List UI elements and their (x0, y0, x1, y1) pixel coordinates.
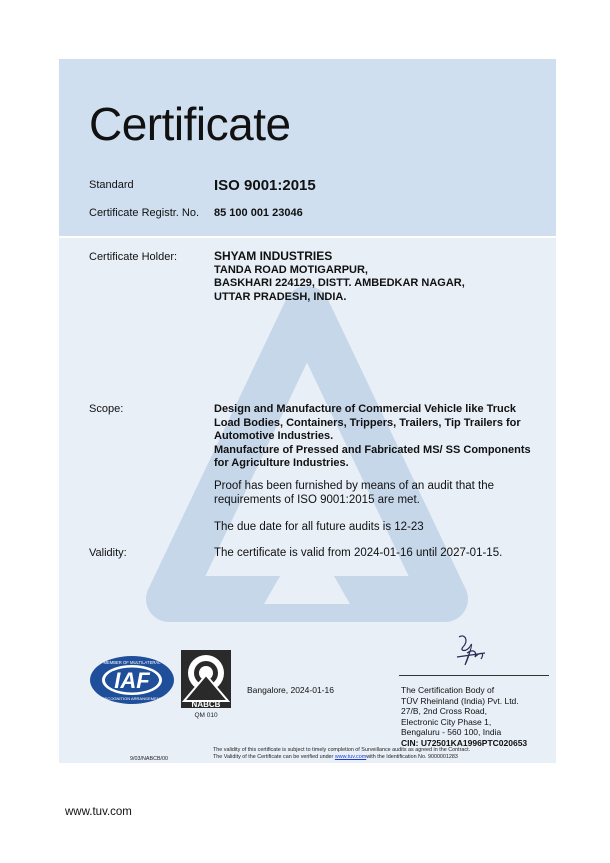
scope-line: Manufacture of Pressed and Fabricated MS/ SS Components (214, 443, 531, 456)
form-code: 9/03/NABCB/00 (130, 756, 169, 762)
iaf-main-text: IAF (114, 668, 150, 693)
scope-line: for Agriculture Industries. (214, 457, 349, 469)
standard-label: Standard (89, 179, 134, 191)
validity-label: Validity: (89, 547, 127, 559)
iaf-bottom-text: RECOGNITION ARRANGEMENT (101, 696, 163, 701)
registration-label: Certificate Registr. No. (89, 207, 200, 219)
proof-line: Proof has been furnished by means of an audit that the (214, 480, 495, 492)
signature (451, 631, 491, 671)
holder-address (214, 250, 465, 304)
iaf-top-text: MEMBER OF MULTILATERAL (103, 660, 161, 665)
scope-text (214, 403, 531, 471)
footer-url[interactable]: www.tuv.com (65, 806, 132, 818)
validity-text: The certificate is valid from 2024-01-16 until 2027-01-15. (214, 547, 503, 559)
holder-name: SHYAM INDUSTRIES (214, 249, 333, 263)
body-line: Bengaluru - 560 100, India (401, 727, 502, 737)
certificate-title: Certificate (89, 98, 291, 150)
proof-statement (214, 479, 494, 507)
certification-body (401, 685, 527, 748)
tuv-verify-link[interactable]: www.tuv.com (334, 754, 367, 760)
nabcb-name: NABCB (191, 700, 221, 709)
certificate-panel (59, 59, 556, 763)
holder-line: UTTAR PRADESH, INDIA. (214, 290, 347, 303)
audit-due-date: The due date for all future audits is 12-23 (214, 521, 424, 533)
nabcb-code: QM 010 (194, 712, 218, 719)
scope-line: Automotive Industries. (214, 430, 334, 442)
proof-line: requirements of ISO 9001:2015 are met. (214, 494, 420, 506)
holder-line: BASKHARI 224129, DISTT. AMBEDKAR NAGAR, (214, 277, 465, 289)
cin-number: CIN: U72501KA1996PTC020653 (401, 737, 528, 748)
fine-print-line: The Validity of the Certificate can be verified under www.tuv.comwith the Identification No. 9000001283 (213, 754, 458, 760)
fine-print-line: The validity of this certificate is subject to timely completion of Surveillance audits as agreed in the Contract. (213, 747, 471, 753)
signature-line (399, 675, 549, 676)
registration-value: 85 100 001 23046 (214, 207, 303, 219)
body-line: The Certification Body of (401, 685, 495, 695)
iaf-logo (89, 655, 175, 705)
scope-label: Scope: (89, 403, 124, 415)
fine-print (213, 747, 470, 761)
scope-line: Load Bodies, Containers, Trippers, Trailers, Tip Trailers for (214, 416, 521, 429)
holder-line: TANDA ROAD MOTIGARPUR, (214, 263, 368, 276)
body-line: 27/B, 2nd Cross Road, (401, 706, 487, 716)
nabcb-logo (180, 649, 232, 719)
standard-value: ISO 9001:2015 (214, 177, 316, 194)
body-line: TÜV Rheinland (India) Pvt. Ltd. (401, 695, 519, 706)
place-date: Bangalore, 2024-01-16 (247, 685, 334, 695)
holder-label: Certificate Holder: (89, 251, 178, 263)
body-line: Electronic City Phase 1, (401, 716, 492, 727)
scope-line: Design and Manufacture of Commercial Vehicle like Truck (214, 403, 516, 415)
